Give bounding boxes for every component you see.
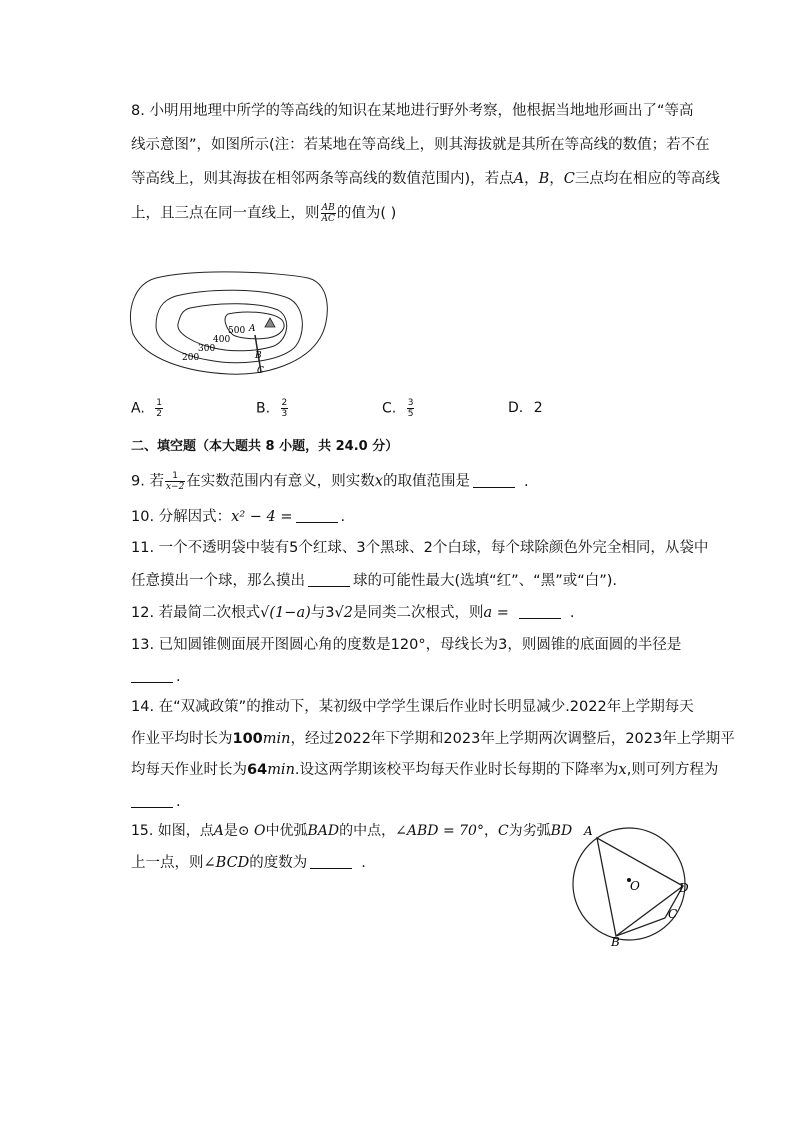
fraction-1-over-x-minus-2: $\frac{1}{x-2}$ [165, 471, 185, 492]
circle-figure [566, 820, 706, 950]
contour-label-200: 200 [182, 353, 200, 363]
option-b[interactable]: B. $\frac{2}{3}$ [256, 398, 288, 419]
question-15-line-1: 15. 如图，点A是⊙ O中优弧BAD的中点，∠ABD = 70°，C为劣弧BD [131, 823, 573, 839]
contour-map-figure [128, 270, 338, 380]
contour-label-500: 500 [228, 326, 246, 336]
question-14-line-3: 均每天作业时长为64min.设这两学期该校平均每天作业时长每期的下降率为x,则可列方程为 [131, 762, 719, 778]
question-13-line-1: 13. 已知圆锥侧面展开图圆心角的度数是120°，母线长为3，则圆锥的底面圆的半径是 [131, 637, 682, 653]
option-a[interactable]: A. $\frac{1}{2}$ [131, 398, 162, 419]
summit-triangle-icon [265, 318, 275, 327]
contour-label-400: 400 [213, 335, 231, 345]
ab-over-ac-fraction: $\frac{AB}{AC}$ [321, 203, 335, 224]
question-13-line-2: . [131, 667, 181, 687]
option-d[interactable]: D. 2 [508, 400, 543, 416]
answer-blank-13[interactable] [131, 668, 173, 683]
answer-blank-11[interactable] [308, 572, 350, 587]
question-11-line-1: 11. 一个不透明袋中装有5个红球、3个黑球、2个白球，每个球除颜色外完全相同，从袋中 [131, 540, 709, 556]
circle-o [573, 828, 685, 940]
answer-blank-15[interactable] [310, 854, 352, 869]
label-d: D [679, 881, 689, 895]
point-label-a: A [249, 324, 256, 334]
contour-200 [131, 272, 328, 374]
point-label-c: C [257, 366, 264, 376]
question-14-line-4: . [131, 792, 181, 812]
q8-line-3: 等高线上，则其海拔在相邻两条等高线的数值范围内)，若点A，B，C三点均在相应的等高线 [131, 171, 720, 187]
question-11-line-2: 任意摸出一个球，那么摸出 球的可能性最大(选填“红”、“黑”或“白”). [131, 573, 617, 589]
option-c[interactable]: C. $\frac{3}{5}$ [382, 398, 414, 419]
label-a: A [584, 824, 593, 838]
answer-blank-10[interactable] [296, 508, 338, 523]
q8-line-2: 线示意图”，如图所示(注：若某地在等高线上，则其海拔就是其所在等高线的数值；若不在 [131, 137, 710, 153]
label-b: B [611, 935, 620, 949]
question-10: 10. 分解因式：x² − 4 = . [131, 509, 346, 525]
label-o: O [630, 879, 640, 893]
question-12: 12. 若最简二次根式√(1−a)与3√2是同类二次根式，则a = . [131, 605, 575, 621]
label-c: C [668, 907, 678, 921]
contour-label-300: 300 [198, 344, 216, 354]
question-14-line-1: 14. 在“双减政策”的推动下，某初级中学学生课后作业时长明显减少.2022年上学期每天 [131, 699, 694, 715]
question-15-line-2: 上一点，则∠BCD的度数为 . [131, 855, 366, 871]
q8-line-1: 8. 小明用地理中所学的等高线的知识在某地进行野外考察，他根据当地地形画出了“等高 [131, 103, 694, 119]
question-14-line-2: 作业平均时长为100min，经过2022年下学期和2023年上学期两次调整后，2023年上学期平 [131, 731, 735, 747]
section-heading-fill-in: 二、填空题（本大题共 8 小题，共 24.0 分） [131, 439, 399, 454]
point-label-b: B [255, 351, 262, 361]
answer-blank-14[interactable] [131, 793, 173, 808]
q8-line-4: 上，且三点在同一直线上，则 $\frac{AB}{AC}$ 的值为( ) [131, 203, 397, 224]
question-9: 9. 若 $\frac{1}{x-2}$ 在实数范围内有意义，则实数x的取值范围是 . [131, 471, 529, 492]
answer-blank-9[interactable] [473, 473, 515, 488]
answer-blank-12[interactable] [519, 604, 561, 619]
